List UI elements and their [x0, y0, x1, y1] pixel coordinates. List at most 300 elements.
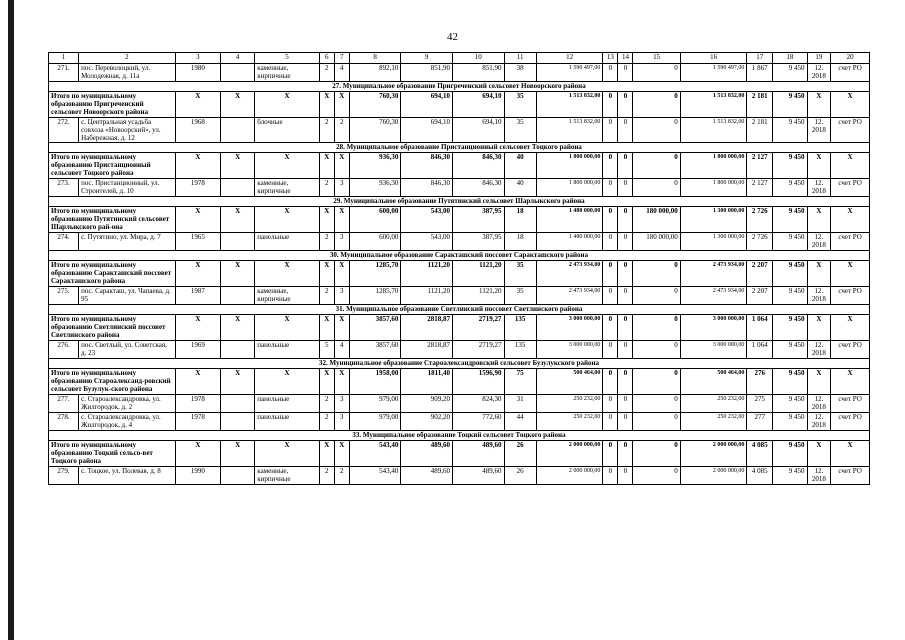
- total-cell: X: [255, 315, 319, 341]
- total-cell: X: [334, 92, 349, 118]
- table-cell: 35: [504, 287, 536, 305]
- total-label: Итого по муниципальному образованию Староалександ-ровский сельсовет Бузулук-ского района: [49, 369, 176, 395]
- column-header: 9: [401, 53, 453, 64]
- table-cell: 2: [319, 395, 334, 413]
- total-cell: X: [807, 369, 831, 395]
- section-title: 33. Муниципальное образование Тоцкий сельсовет Тоцкого района: [49, 431, 870, 441]
- table-cell: 12. 2018: [807, 179, 831, 197]
- table-cell: 489,60: [452, 467, 504, 485]
- total-cell: X: [831, 441, 870, 467]
- table-cell: каменные, кирпичные: [255, 179, 319, 197]
- table-cell: счет РО: [831, 287, 870, 305]
- table-cell: [220, 179, 254, 197]
- total-cell: 694,10: [452, 92, 504, 118]
- table-row: [49, 341, 870, 359]
- table-cell: 38: [504, 64, 536, 82]
- column-header: 14: [618, 53, 633, 64]
- total-cell: 0: [633, 92, 680, 118]
- table-row: [49, 395, 870, 413]
- total-cell: 2 473 934,00: [680, 261, 747, 287]
- total-cell: 0: [618, 92, 633, 118]
- table-cell: 0: [633, 118, 680, 143]
- table-cell: 2: [319, 233, 334, 251]
- total-cell: 500 464,00: [680, 369, 747, 395]
- table-cell: 1987: [175, 287, 220, 305]
- address-cell: с. Путятино, ул. Мира, д. 7: [79, 233, 176, 251]
- table-cell: 0: [633, 287, 680, 305]
- table-cell: 12. 2018: [807, 467, 831, 485]
- column-header: 3: [175, 53, 220, 64]
- total-cell: 846,30: [452, 153, 504, 179]
- total-cell: 1 800 000,00: [680, 153, 747, 179]
- total-cell: 2 726: [747, 207, 773, 233]
- table-cell: 250 232,00: [680, 413, 747, 431]
- total-cell: X: [807, 92, 831, 118]
- table-cell: счет РО: [831, 413, 870, 431]
- total-cell: 2 473 934,00: [536, 261, 603, 287]
- table-cell: 9 450: [773, 233, 807, 251]
- table-cell: 846,30: [401, 179, 453, 197]
- total-cell: 387,95: [452, 207, 504, 233]
- total-cell: 543,00: [401, 207, 453, 233]
- page-number: 42: [447, 31, 458, 43]
- column-header: 1: [49, 53, 79, 64]
- address-cell: с. Староалександровка, ул. Жилгородок, д. 4: [79, 413, 176, 431]
- table-cell: [220, 341, 254, 359]
- table-cell: 4 085: [747, 467, 773, 485]
- table-cell: 2719,27: [452, 341, 504, 359]
- table-cell: 4: [334, 341, 349, 359]
- table-cell: [220, 64, 254, 82]
- total-label: Итого по муниципальному образованию Путятинский сельсовет Шарлыкского рай-она: [49, 207, 176, 233]
- total-cell: 1 064: [747, 315, 773, 341]
- table-cell: 543,00: [401, 233, 453, 251]
- table-cell: [220, 395, 254, 413]
- total-cell: X: [807, 261, 831, 287]
- table-cell: счет РО: [831, 395, 870, 413]
- row-number: 272.: [49, 118, 79, 143]
- total-cell: 1596,90: [452, 369, 504, 395]
- total-cell: X: [220, 441, 254, 467]
- row-number: 277.: [49, 395, 79, 413]
- table-cell: [220, 413, 254, 431]
- total-cell: 2 207: [747, 261, 773, 287]
- total-cell: X: [831, 92, 870, 118]
- total-cell: 694,10: [401, 92, 453, 118]
- column-header: 15: [633, 53, 680, 64]
- total-cell: X: [255, 153, 319, 179]
- table-cell: 12. 2018: [807, 287, 831, 305]
- table-cell: 4: [334, 64, 349, 82]
- table-cell: 0: [618, 179, 633, 197]
- table-cell: 851,90: [401, 64, 453, 82]
- total-cell: X: [831, 207, 870, 233]
- total-cell: 500 464,00: [536, 369, 603, 395]
- table-cell: 892,10: [349, 64, 401, 82]
- total-cell: 3 000 000,00: [536, 315, 603, 341]
- table-cell: 0: [618, 467, 633, 485]
- table-cell: 0: [633, 395, 680, 413]
- table-cell: 275: [747, 395, 773, 413]
- table-cell: 135: [504, 341, 536, 359]
- table-row: [49, 118, 870, 143]
- column-header: 8: [349, 53, 401, 64]
- total-cell: 9 450: [773, 92, 807, 118]
- total-cell: 0: [633, 369, 680, 395]
- table-cell: 3857,60: [349, 341, 401, 359]
- table-cell: 1 480 000,00: [536, 233, 603, 251]
- table-cell: 9 450: [773, 341, 807, 359]
- table-cell: 3 000 000,00: [680, 341, 747, 359]
- table-cell: каменные, кирпичные: [255, 287, 319, 305]
- total-cell: 1 480 000,00: [536, 207, 603, 233]
- table-cell: 9 450: [773, 413, 807, 431]
- total-cell: 0: [633, 441, 680, 467]
- total-cell: 1285,70: [349, 261, 401, 287]
- total-cell: 0: [603, 441, 618, 467]
- table-cell: 0: [603, 341, 618, 359]
- table-cell: счет РО: [831, 467, 870, 485]
- total-row: [49, 153, 870, 179]
- total-cell: 846,30: [401, 153, 453, 179]
- table-row: [49, 64, 870, 82]
- total-label: Итого по муниципальному образованию Светлинский поссовет Светлинского района: [49, 315, 176, 341]
- table-cell: 2 127: [747, 179, 773, 197]
- table-cell: 1285,70: [349, 287, 401, 305]
- section-row: [49, 305, 870, 315]
- total-cell: X: [175, 92, 220, 118]
- table-cell: счет РО: [831, 341, 870, 359]
- table-cell: 2: [319, 413, 334, 431]
- total-cell: X: [255, 369, 319, 395]
- address-cell: пос. Саракташ, ул. Чапаева, д. 95: [79, 287, 176, 305]
- table-cell: 2: [319, 287, 334, 305]
- table-cell: 936,30: [349, 179, 401, 197]
- table-cell: 44: [504, 413, 536, 431]
- total-cell: 0: [618, 153, 633, 179]
- total-cell: 9 450: [773, 369, 807, 395]
- column-header: 2: [79, 53, 176, 64]
- table-cell: 387,95: [452, 233, 504, 251]
- total-cell: 9 450: [773, 315, 807, 341]
- total-cell: X: [220, 261, 254, 287]
- section-row: [49, 143, 870, 153]
- table-cell: 2: [334, 467, 349, 485]
- table-row: [49, 287, 870, 305]
- table-cell: 1 800 000,00: [536, 179, 603, 197]
- column-header: 18: [773, 53, 807, 64]
- column-header: 17: [747, 53, 773, 64]
- table-cell: 2 473 934,00: [680, 287, 747, 305]
- table-cell: 0: [633, 64, 680, 82]
- table-cell: 1 800 000,00: [680, 179, 747, 197]
- total-cell: 180 000,00: [633, 207, 680, 233]
- table-cell: 0: [603, 287, 618, 305]
- total-cell: 1811,40: [401, 369, 453, 395]
- total-cell: 0: [618, 441, 633, 467]
- table-cell: 1 867: [747, 64, 773, 82]
- table-cell: 3: [334, 287, 349, 305]
- total-cell: 1 300 000,00: [680, 207, 747, 233]
- table-cell: 3: [334, 179, 349, 197]
- total-cell: X: [334, 261, 349, 287]
- table-cell: 0: [603, 233, 618, 251]
- total-cell: X: [175, 207, 220, 233]
- total-cell: 1121,20: [452, 261, 504, 287]
- total-cell: X: [807, 207, 831, 233]
- table-cell: [220, 233, 254, 251]
- table-cell: 12. 2018: [807, 395, 831, 413]
- table-cell: 1 513 832,00: [680, 118, 747, 143]
- table-cell: 250 232,00: [680, 395, 747, 413]
- table-cell: счет РО: [831, 179, 870, 197]
- total-cell: X: [220, 315, 254, 341]
- total-cell: X: [807, 153, 831, 179]
- table-cell: 5: [319, 341, 334, 359]
- table-cell: 2: [319, 179, 334, 197]
- column-header: 16: [680, 53, 747, 64]
- total-cell: X: [175, 369, 220, 395]
- address-cell: с. Центральная усадьба совхоза «Новоорский», ул. Набережная, д. 12: [79, 118, 176, 143]
- table-row: [49, 233, 870, 251]
- table-row: [49, 179, 870, 197]
- column-header: 4: [220, 53, 254, 64]
- table-cell: 0: [618, 395, 633, 413]
- total-cell: X: [319, 153, 334, 179]
- total-cell: 135: [504, 315, 536, 341]
- total-row: [49, 261, 870, 287]
- column-header: 13: [603, 53, 618, 64]
- table-cell: 31: [504, 395, 536, 413]
- table-cell: 0: [603, 395, 618, 413]
- total-cell: X: [175, 261, 220, 287]
- table-cell: 12. 2018: [807, 413, 831, 431]
- table-cell: 2 473 934,00: [536, 287, 603, 305]
- section-title: 29. Муниципальное образование Путятинский сельсовет Шарлыкского района: [49, 197, 870, 207]
- table-cell: панельные: [255, 233, 319, 251]
- table-cell: панельные: [255, 413, 319, 431]
- table-cell: 40: [504, 179, 536, 197]
- table-cell: 1 064: [747, 341, 773, 359]
- total-cell: 1 800 000,00: [536, 153, 603, 179]
- total-row: [49, 441, 870, 467]
- table-cell: 2 000 000,00: [536, 467, 603, 485]
- total-cell: 936,30: [349, 153, 401, 179]
- total-cell: X: [255, 207, 319, 233]
- table-cell: 9 450: [773, 179, 807, 197]
- table-cell: 180 000,00: [633, 233, 680, 251]
- table-cell: 2: [334, 118, 349, 143]
- table-cell: 9 450: [773, 395, 807, 413]
- total-cell: X: [831, 261, 870, 287]
- total-cell: 0: [603, 315, 618, 341]
- total-cell: X: [319, 315, 334, 341]
- section-title: 28. Муниципальное образование Пристанционный сельсовет Тоцкого района: [49, 143, 870, 153]
- table-cell: 3: [334, 413, 349, 431]
- table-cell: 277: [747, 413, 773, 431]
- table-cell: 0: [603, 179, 618, 197]
- table-cell: 1980: [175, 64, 220, 82]
- section-row: [49, 251, 870, 261]
- table-cell: 2: [319, 467, 334, 485]
- table-cell: 846,30: [452, 179, 504, 197]
- section-row: [49, 359, 870, 369]
- total-cell: X: [175, 315, 220, 341]
- total-cell: 1 513 832,00: [680, 92, 747, 118]
- column-header: 12: [536, 53, 603, 64]
- total-cell: 0: [603, 153, 618, 179]
- table-cell: 824,30: [452, 395, 504, 413]
- table-cell: 902,20: [401, 413, 453, 431]
- table-cell: 2 726: [747, 233, 773, 251]
- table-cell: счет РО: [831, 64, 870, 82]
- header-row: [49, 53, 870, 64]
- total-cell: X: [334, 207, 349, 233]
- row-number: 274.: [49, 233, 79, 251]
- table-cell: 0: [618, 233, 633, 251]
- table-cell: 1 300 000,00: [680, 233, 747, 251]
- total-cell: 9 450: [773, 153, 807, 179]
- total-cell: 0: [603, 207, 618, 233]
- table-cell: 0: [603, 118, 618, 143]
- table-cell: 600,00: [349, 233, 401, 251]
- table-cell: 9 450: [773, 118, 807, 143]
- table-cell: 2 207: [747, 287, 773, 305]
- table-cell: 979,00: [349, 413, 401, 431]
- section-row: [49, 82, 870, 92]
- total-cell: X: [334, 441, 349, 467]
- table-cell: 909,20: [401, 395, 453, 413]
- total-cell: 3857,60: [349, 315, 401, 341]
- total-cell: X: [319, 92, 334, 118]
- table-cell: 760,30: [349, 118, 401, 143]
- total-cell: 35: [504, 261, 536, 287]
- total-cell: 3 000 000,00: [680, 315, 747, 341]
- total-cell: 2 127: [747, 153, 773, 179]
- total-row: [49, 207, 870, 233]
- scan-edge-bar: [8, 0, 14, 640]
- table-cell: 694,10: [401, 118, 453, 143]
- total-cell: 0: [633, 261, 680, 287]
- total-row: [49, 315, 870, 341]
- table-cell: 26: [504, 467, 536, 485]
- table-cell: 1 590 497,00: [680, 64, 747, 82]
- table-cell: 3: [334, 395, 349, 413]
- total-cell: 9 450: [773, 261, 807, 287]
- table-cell: 3: [334, 233, 349, 251]
- total-row: [49, 369, 870, 395]
- total-cell: X: [807, 441, 831, 467]
- table-cell: 12. 2018: [807, 64, 831, 82]
- table-row: [49, 467, 870, 485]
- address-cell: пос. Светлый, ул. Советская, д. 23: [79, 341, 176, 359]
- row-number: 279.: [49, 467, 79, 485]
- total-cell: X: [220, 92, 254, 118]
- table-cell: 2818,87: [401, 341, 453, 359]
- table-cell: 12. 2018: [807, 233, 831, 251]
- table-cell: 1978: [175, 395, 220, 413]
- table-cell: 0: [633, 413, 680, 431]
- total-cell: X: [334, 369, 349, 395]
- total-cell: 4 085: [747, 441, 773, 467]
- section-row: [49, 431, 870, 441]
- row-number: 278.: [49, 413, 79, 431]
- column-header: 11: [504, 53, 536, 64]
- total-cell: 0: [633, 315, 680, 341]
- table-cell: 9 450: [773, 287, 807, 305]
- table-cell: панельные: [255, 341, 319, 359]
- total-cell: 0: [618, 261, 633, 287]
- table-cell: 0: [618, 413, 633, 431]
- total-cell: 2818,87: [401, 315, 453, 341]
- total-cell: X: [319, 441, 334, 467]
- table-cell: 35: [504, 118, 536, 143]
- table-cell: 2 181: [747, 118, 773, 143]
- table-cell: 9 450: [773, 467, 807, 485]
- address-cell: пос. Пристанционный, ул. Строителей, д. 10: [79, 179, 176, 197]
- table-cell: 543,40: [349, 467, 401, 485]
- table-cell: 1978: [175, 413, 220, 431]
- total-cell: 0: [603, 92, 618, 118]
- table-cell: 1121,20: [401, 287, 453, 305]
- total-cell: X: [255, 441, 319, 467]
- total-cell: X: [255, 261, 319, 287]
- table-cell: 1121,20: [452, 287, 504, 305]
- table-cell: [220, 287, 254, 305]
- total-row: [49, 92, 870, 118]
- total-cell: 40: [504, 153, 536, 179]
- total-cell: 0: [633, 153, 680, 179]
- total-cell: X: [220, 369, 254, 395]
- total-cell: X: [807, 315, 831, 341]
- section-row: [49, 197, 870, 207]
- total-cell: 543,40: [349, 441, 401, 467]
- table-cell: 1990: [175, 467, 220, 485]
- address-cell: с. Староалександровка, ул. Жилгородок, д. 2: [79, 395, 176, 413]
- table-cell: 18: [504, 233, 536, 251]
- table-cell: [220, 118, 254, 143]
- total-cell: X: [220, 207, 254, 233]
- total-cell: 1958,00: [349, 369, 401, 395]
- total-cell: 0: [603, 261, 618, 287]
- total-label: Итого по муниципальному образованию Пригреченский сельсовет Новоорского района: [49, 92, 176, 118]
- total-cell: X: [831, 369, 870, 395]
- table-cell: 2: [319, 118, 334, 143]
- total-cell: X: [319, 261, 334, 287]
- total-cell: 0: [618, 207, 633, 233]
- table-cell: панельные: [255, 395, 319, 413]
- row-number: 276.: [49, 341, 79, 359]
- section-title: 31. Муниципальное образование Светлинский поссовет Светлинского района: [49, 305, 870, 315]
- table-cell: [220, 467, 254, 485]
- column-header: 5: [255, 53, 319, 64]
- address-cell: пос. Переволоцкий, ул. Молодежная, д. 11а: [79, 64, 176, 82]
- table-cell: 1 590 497,00: [536, 64, 603, 82]
- row-number: 273.: [49, 179, 79, 197]
- total-cell: 760,30: [349, 92, 401, 118]
- table-cell: 0: [618, 64, 633, 82]
- table-cell: 0: [618, 287, 633, 305]
- total-cell: 1121,20: [401, 261, 453, 287]
- total-cell: 1 513 832,00: [536, 92, 603, 118]
- total-cell: 9 450: [773, 207, 807, 233]
- table-cell: 0: [633, 467, 680, 485]
- total-cell: 2 181: [747, 92, 773, 118]
- total-cell: 0: [618, 369, 633, 395]
- table-cell: 0: [633, 179, 680, 197]
- table-cell: блочные: [255, 118, 319, 143]
- table-cell: 2: [319, 64, 334, 82]
